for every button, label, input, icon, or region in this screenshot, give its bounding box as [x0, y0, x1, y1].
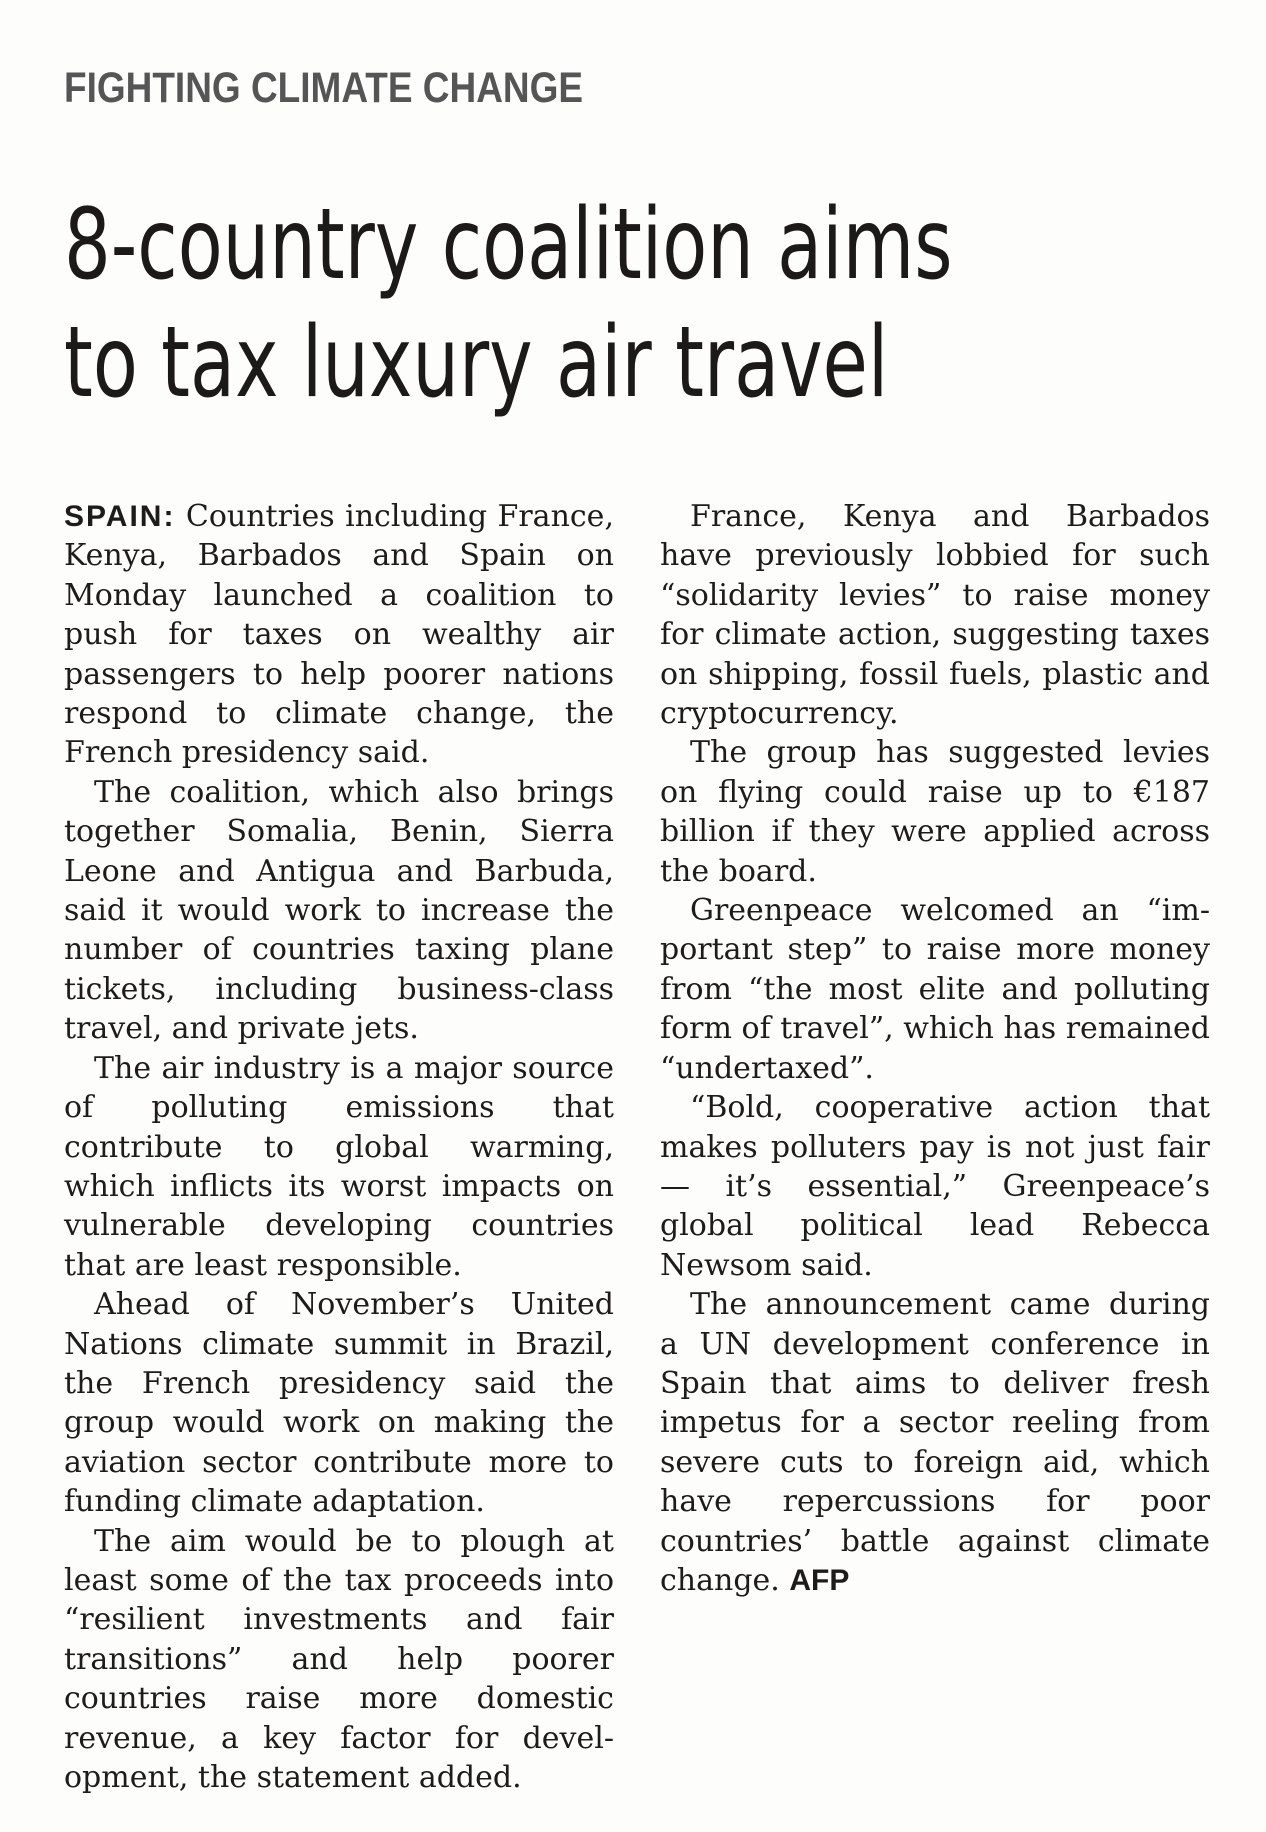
article-paragraph: “Bold, cooperative action that makes polluters pay is not just fair — it’s essential,” Greenpeace’s global political lead Rebecca Newsom said.	[660, 1090, 1210, 1283]
article-column-right	[660, 497, 1210, 1600]
headline-line-2: to tax luxury air travel	[64, 306, 889, 420]
article-column-left	[64, 497, 614, 1797]
headline	[64, 186, 953, 422]
headline-line-1: 8-country coalition aims	[64, 188, 953, 302]
article-body	[64, 497, 1210, 1797]
article-paragraph: The air industry is a major source of polluting emissions that contribute to global warming, which inflicts its worst impacts on vulnerable developing countries that are least responsible.	[64, 1050, 614, 1283]
section-kicker: FIGHTING CLIMATE CHANGE	[64, 64, 584, 112]
article-paragraph	[660, 1285, 1210, 1600]
wire-credit: AFP	[789, 1563, 850, 1597]
paragraph-text: The announcement came during a UN development conference in Spain that aims to deliver fresh impetus for a sector reeling from severe cuts to foreign aid, which have repercussions for poor countries’ battle against climate change.	[660, 1287, 1210, 1598]
article-paragraph: Greenpeace welcomed an “important step” to raise more money from “the most elite and polluting form of travel”, which has remained “undertaxed”.	[660, 893, 1210, 1086]
article-paragraph	[64, 497, 614, 773]
article-paragraph: France, Kenya and Barbados have previously lobbied for such “solidarity levies” to raise money for climate action, suggesting taxes on shipping, fossil fuels, plastic and cryptocurrency.	[660, 499, 1210, 732]
article-paragraph: Ahead of November’s United Nations climate summit in Brazil, the French presidency said the group would work on making the aviation sector contribute more to funding climate adaptation.	[64, 1287, 614, 1520]
article-paragraph: The group has suggested levies on flying could raise up to €187 billion if they were applied across the board.	[660, 735, 1210, 889]
article-paragraph: The aim would be to plough at least some of the tax proceeds into “resilient investments and fair transitions” and help poorer countries raise more domestic revenue, a key factor for development, the statement added.	[64, 1523, 614, 1795]
dateline: SPAIN:	[64, 500, 176, 533]
paragraph-text: Countries including France, Kenya, Barbados and Spain on Monday launched a coalition to push for taxes on wealthy air passengers to help poorer nations respond to climate change, the French presidency said.	[64, 499, 614, 771]
article-paragraph: The coalition, which also brings together Somalia, Benin, Sierra Leone and Antigua and Barbuda, said it would work to increase the number of countries taxing plane tickets, including business-class travel, and private jets.	[64, 774, 614, 1047]
